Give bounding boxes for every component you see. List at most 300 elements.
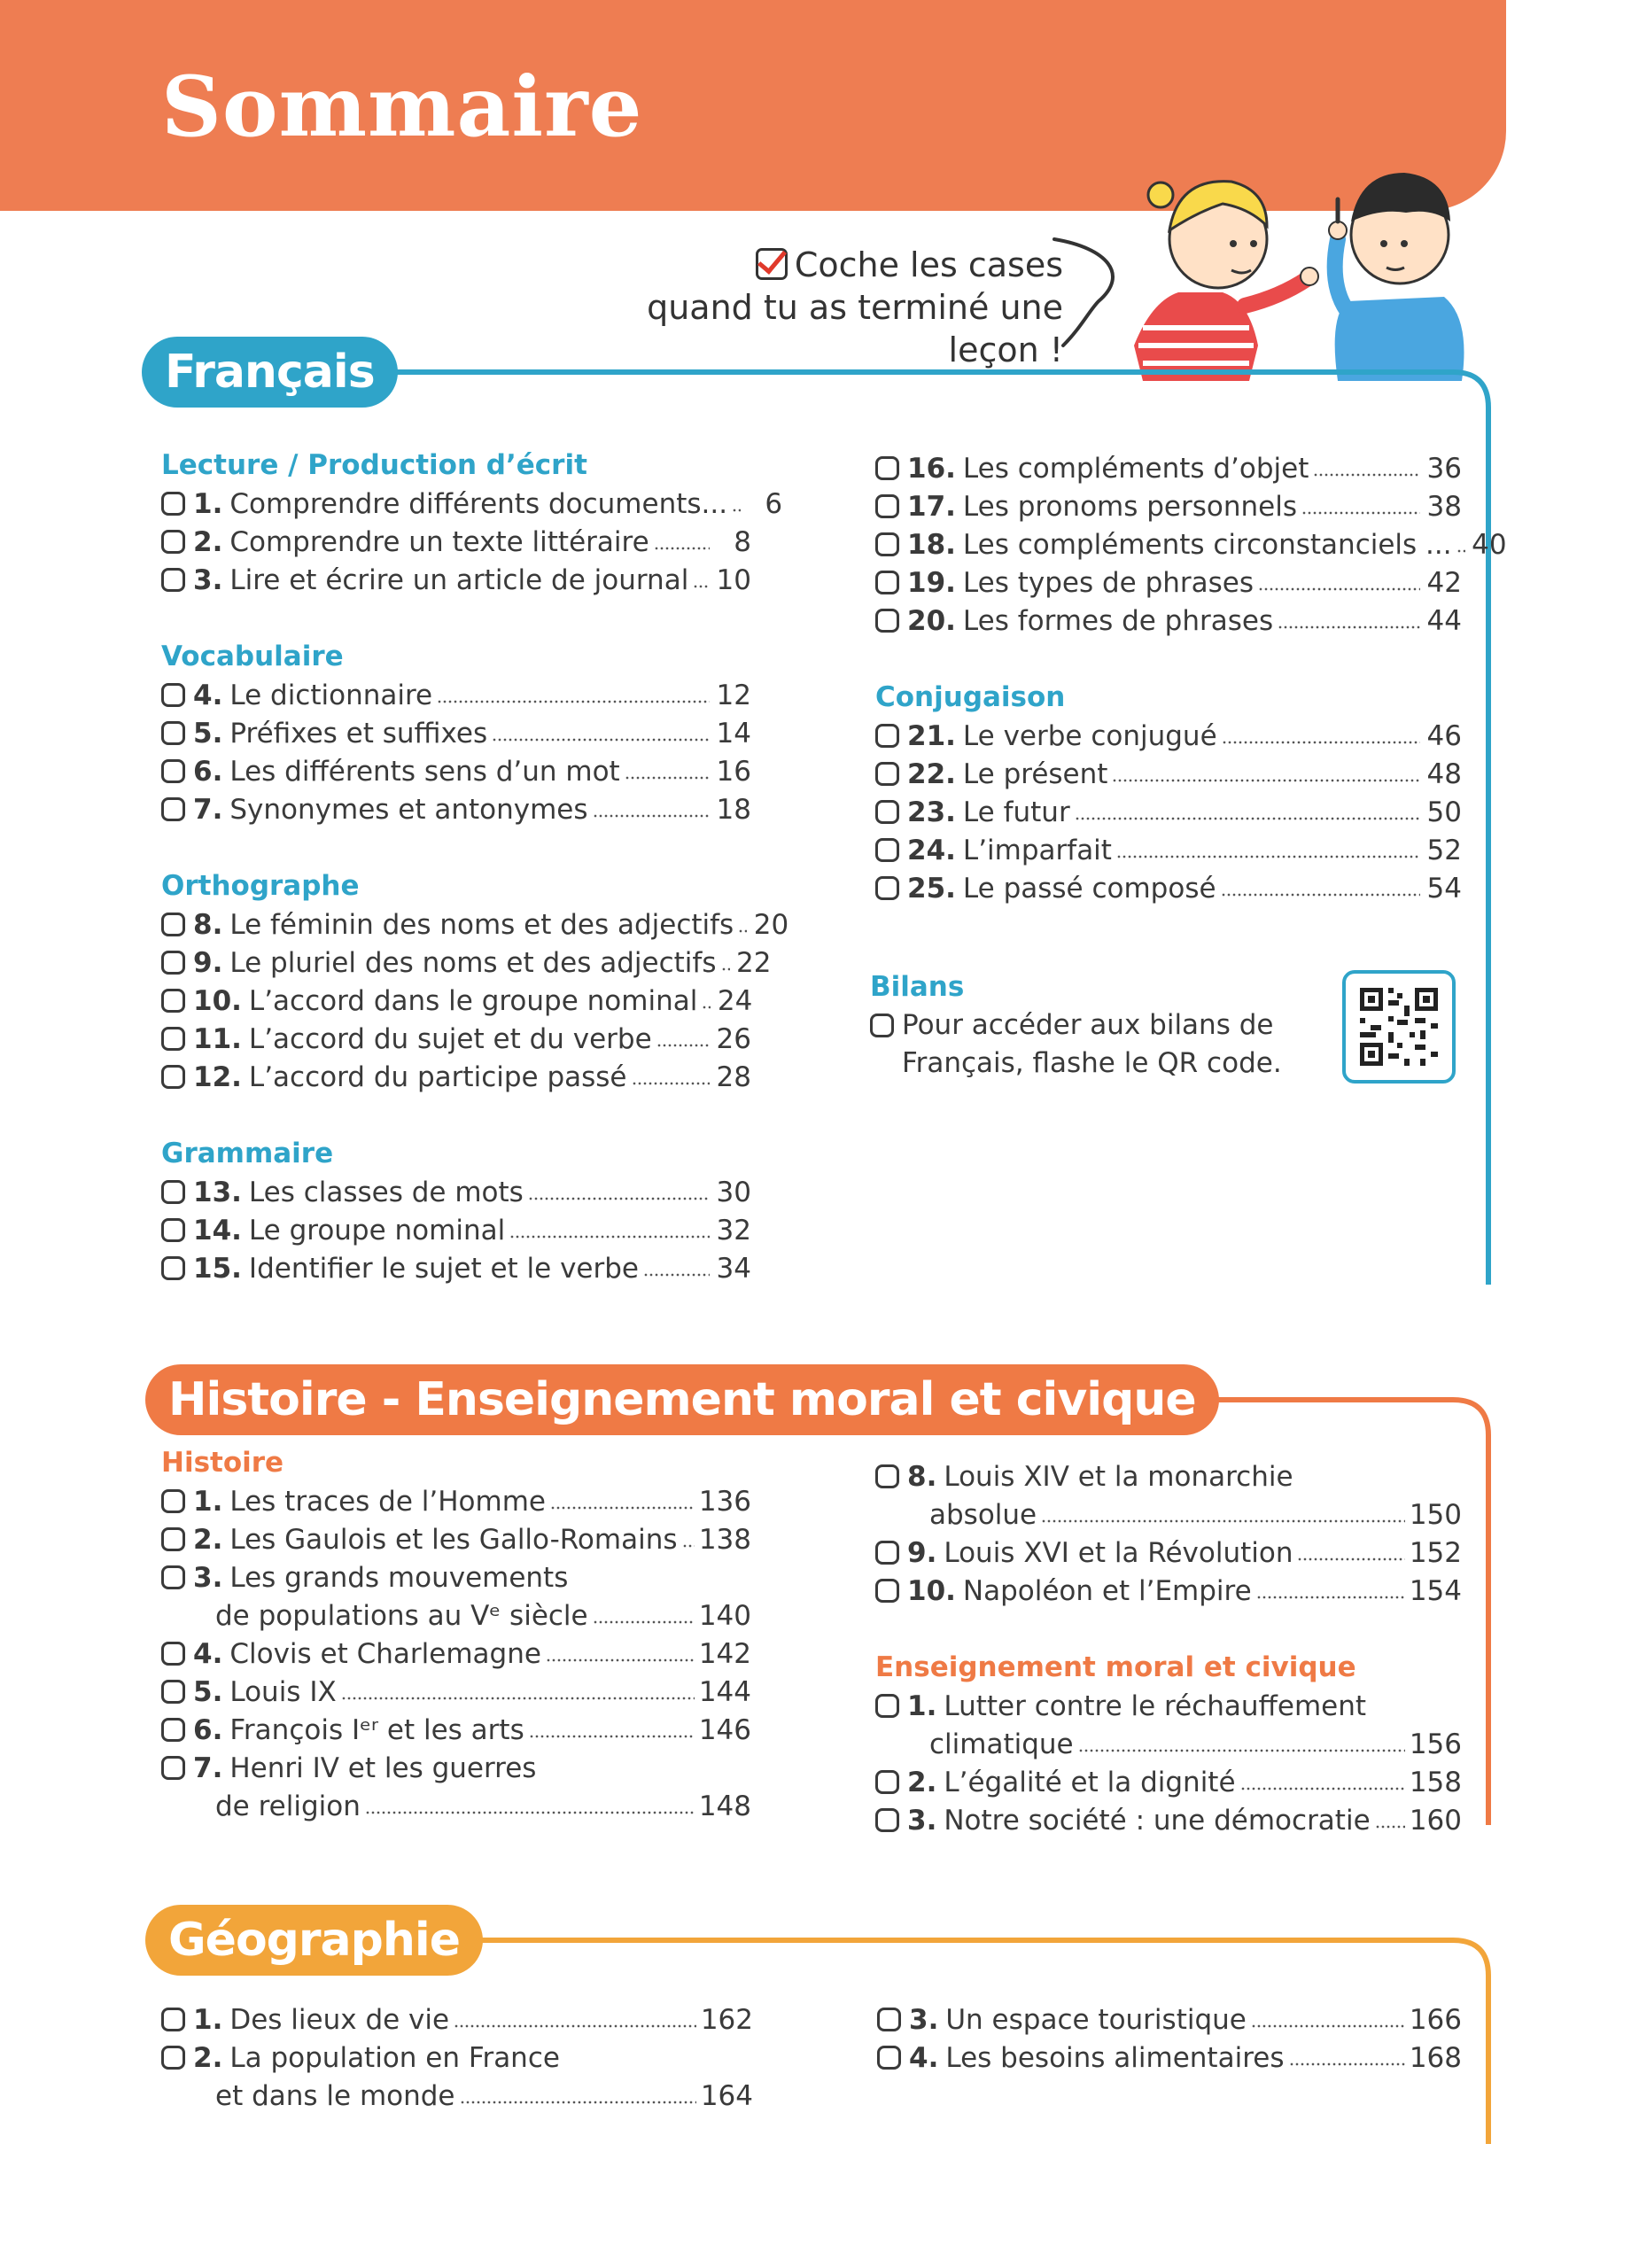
list-item-continued bbox=[875, 1725, 1462, 1763]
page-number: 154 bbox=[1409, 1574, 1462, 1607]
lesson-number: 4. bbox=[193, 1637, 223, 1670]
lesson-title: Le passé composé bbox=[962, 872, 1216, 905]
histoire-left-column bbox=[161, 1444, 751, 1825]
hint-line-2: quand tu as terminé une leçon ! bbox=[647, 288, 1063, 369]
dot-leader bbox=[1222, 740, 1420, 745]
page-number: 162 bbox=[700, 2003, 753, 2036]
category-grammaire: Grammaire bbox=[161, 1138, 334, 1169]
lesson-number: 2. bbox=[193, 2041, 223, 2074]
list-item-continued bbox=[161, 2077, 753, 2115]
category-histoire: Histoire bbox=[161, 1447, 284, 1479]
dot-leader bbox=[643, 1272, 710, 1278]
dot-leader bbox=[656, 1043, 710, 1048]
dot-leader bbox=[1301, 510, 1420, 516]
dot-leader bbox=[1116, 854, 1420, 859]
category-vocabulaire: Vocabulaire bbox=[161, 641, 344, 672]
list-item bbox=[161, 1211, 751, 1249]
dot-leader bbox=[1375, 1824, 1405, 1829]
bilans-block bbox=[870, 968, 1331, 1083]
list-item bbox=[161, 1711, 751, 1749]
checkbox-icon[interactable] bbox=[875, 1464, 899, 1488]
dot-leader bbox=[1251, 2023, 1405, 2029]
orthographe-list bbox=[161, 905, 789, 1096]
dot-leader bbox=[1258, 586, 1420, 592]
histoire-right-column bbox=[875, 1457, 1462, 1839]
checkbox-icon[interactable] bbox=[161, 1642, 185, 1666]
list-item bbox=[161, 790, 751, 828]
list-item-continued bbox=[161, 1596, 751, 1635]
lesson-number: 5. bbox=[193, 717, 223, 750]
lesson-number: 1. bbox=[193, 487, 223, 520]
page-number: 34 bbox=[716, 1252, 751, 1285]
dot-leader bbox=[365, 1810, 695, 1815]
list-item bbox=[875, 602, 1462, 640]
lesson-title-continued: et dans le monde bbox=[215, 2079, 455, 2112]
dot-leader bbox=[732, 508, 741, 513]
checkbox-icon[interactable] bbox=[161, 1065, 185, 1089]
list-item bbox=[875, 1572, 1462, 1610]
lesson-title: L’accord du participe passé bbox=[248, 1060, 627, 1093]
checkbox-icon[interactable] bbox=[875, 571, 899, 594]
list-item bbox=[161, 1673, 751, 1711]
dot-leader bbox=[1112, 778, 1420, 783]
lesson-title: Les types de phrases bbox=[962, 566, 1254, 599]
lesson-number: 16. bbox=[907, 452, 956, 485]
lesson-number: 3. bbox=[907, 1804, 937, 1837]
checkbox-icon[interactable] bbox=[875, 724, 899, 748]
page-number: 40 bbox=[1472, 528, 1507, 561]
lesson-title: Comprendre différents documents... bbox=[229, 487, 728, 520]
lesson-number: 3. bbox=[193, 1561, 223, 1594]
list-item bbox=[161, 982, 751, 1020]
checkbox-icon[interactable] bbox=[161, 492, 185, 516]
checkbox-icon[interactable] bbox=[875, 494, 899, 518]
lesson-title: Les classes de mots bbox=[248, 1176, 524, 1208]
lesson-title-continued: de populations au Vᵉ siècle bbox=[215, 1599, 588, 1632]
tab-histoire-emc: Histoire - Enseignement moral et civique bbox=[145, 1364, 1219, 1435]
dot-leader bbox=[593, 1619, 695, 1625]
dot-leader bbox=[1456, 548, 1465, 554]
category-bilans: Bilans bbox=[870, 971, 965, 1003]
checkbox-icon[interactable] bbox=[877, 2008, 901, 2031]
list-item bbox=[161, 523, 751, 561]
page-number: 152 bbox=[1409, 1536, 1462, 1569]
tab-francais: Français bbox=[142, 337, 398, 408]
list-item bbox=[877, 2000, 1462, 2039]
boy-icon bbox=[1329, 173, 1464, 381]
lesson-title: Le féminin des noms et des adjectifs bbox=[229, 908, 734, 941]
lesson-title: Napoléon et l’Empire bbox=[962, 1574, 1252, 1607]
list-item bbox=[161, 2039, 753, 2077]
page-number: 8 bbox=[734, 525, 751, 558]
list-item bbox=[875, 869, 1462, 907]
list-item bbox=[875, 717, 1462, 755]
lesson-title: Le verbe conjugué bbox=[962, 719, 1217, 752]
page-number: 168 bbox=[1409, 2041, 1462, 2074]
bilans-row bbox=[870, 1006, 1331, 1045]
lesson-number: 15. bbox=[193, 1252, 242, 1285]
lesson-title: Synonymes et antonymes bbox=[229, 793, 588, 826]
lesson-title: Les compléments d’objet bbox=[962, 452, 1309, 485]
lesson-number: 2. bbox=[193, 1523, 223, 1556]
page-number: 136 bbox=[698, 1485, 751, 1518]
page-number: 20 bbox=[753, 908, 789, 941]
list-item bbox=[161, 1558, 751, 1596]
checkbox-icon[interactable] bbox=[161, 721, 185, 745]
lesson-title: Les grands mouvements bbox=[229, 1561, 569, 1594]
francais-left-column bbox=[161, 447, 789, 1287]
dot-leader bbox=[702, 1005, 711, 1010]
dot-leader bbox=[682, 1543, 695, 1549]
checkbox-icon[interactable] bbox=[875, 1694, 899, 1718]
lesson-number: 5. bbox=[193, 1675, 223, 1708]
geographie-list-b bbox=[877, 2000, 1462, 2077]
francais-right-column bbox=[875, 449, 1507, 907]
checkbox-icon[interactable] bbox=[875, 1770, 899, 1794]
dot-leader bbox=[1221, 892, 1420, 897]
page-number: 10 bbox=[716, 563, 751, 596]
page-number: 164 bbox=[700, 2079, 753, 2112]
list-item bbox=[875, 831, 1462, 869]
category-conjugaison: Conjugaison bbox=[875, 681, 1066, 713]
emc-list bbox=[875, 1687, 1462, 1839]
list-item bbox=[161, 944, 772, 982]
page-number: 144 bbox=[698, 1675, 751, 1708]
page-number: 52 bbox=[1426, 834, 1462, 866]
geographie-left-column bbox=[161, 2000, 753, 2115]
dot-leader bbox=[693, 584, 710, 589]
dot-leader bbox=[625, 775, 710, 781]
list-item bbox=[875, 1534, 1462, 1572]
lesson-number: 8. bbox=[907, 1460, 937, 1493]
checkbox-icon[interactable] bbox=[161, 1489, 185, 1513]
lesson-number: 1. bbox=[907, 1689, 937, 1722]
checkbox-icon[interactable] bbox=[161, 759, 185, 783]
dot-leader bbox=[593, 813, 710, 819]
page-number: 48 bbox=[1426, 757, 1462, 790]
grammaire-suite-list bbox=[875, 449, 1507, 640]
lesson-number: 20. bbox=[907, 604, 956, 637]
checkbox-icon[interactable] bbox=[161, 797, 185, 821]
lesson-title: Louis XIV et la monarchie bbox=[944, 1460, 1293, 1493]
dot-leader bbox=[1278, 625, 1420, 630]
dot-leader bbox=[529, 1734, 695, 1739]
list-item bbox=[875, 1687, 1462, 1725]
list-item bbox=[161, 676, 751, 714]
lesson-number: 22. bbox=[907, 757, 956, 790]
lesson-number: 4. bbox=[193, 679, 223, 711]
lesson-number: 10. bbox=[907, 1574, 956, 1607]
dot-leader bbox=[460, 2100, 696, 2105]
qr-code-icon[interactable] bbox=[1342, 970, 1456, 1084]
dot-leader bbox=[492, 737, 710, 742]
lesson-number: 12. bbox=[193, 1060, 242, 1093]
list-item bbox=[161, 1020, 751, 1058]
page-number: 46 bbox=[1426, 719, 1462, 752]
lesson-title: Préfixes et suffixes bbox=[229, 717, 488, 750]
dot-leader bbox=[550, 1505, 695, 1511]
lesson-title: La population en France bbox=[229, 2041, 560, 2074]
checkbox-icon[interactable] bbox=[875, 1808, 899, 1832]
lesson-number: 21. bbox=[907, 719, 956, 752]
lesson-number: 9. bbox=[193, 946, 223, 979]
histoire-list-a bbox=[161, 1482, 751, 1825]
checkbox-icon[interactable] bbox=[875, 532, 899, 556]
dot-leader bbox=[437, 699, 710, 704]
lecture-list bbox=[161, 485, 783, 599]
checkbox-icon[interactable] bbox=[161, 1680, 185, 1704]
dot-leader bbox=[1313, 472, 1420, 478]
dot-leader bbox=[1075, 816, 1420, 821]
checkbox-icon[interactable] bbox=[875, 762, 899, 786]
page-number: 30 bbox=[716, 1176, 751, 1208]
list-item bbox=[875, 487, 1462, 525]
page-number: 24 bbox=[717, 984, 753, 1017]
checkbox-icon[interactable] bbox=[875, 838, 899, 862]
page-number: 166 bbox=[1409, 2003, 1462, 2036]
list-item bbox=[161, 561, 751, 599]
checkbox-icon[interactable] bbox=[875, 876, 899, 900]
lesson-title: Clovis et Charlemagne bbox=[229, 1637, 541, 1670]
page-number: 42 bbox=[1426, 566, 1462, 599]
lesson-number: 6. bbox=[193, 755, 223, 788]
lesson-number: 10. bbox=[193, 984, 242, 1017]
category-emc: Enseignement moral et civique bbox=[875, 1651, 1356, 1683]
lesson-title: L’accord du sujet et du verbe bbox=[248, 1022, 652, 1055]
lesson-number: 1. bbox=[193, 1485, 223, 1518]
list-item bbox=[875, 563, 1462, 602]
qr-code-graphic bbox=[1346, 974, 1452, 1080]
checkbox-checked-icon bbox=[756, 248, 788, 280]
list-item bbox=[161, 2000, 753, 2039]
checkbox-icon[interactable] bbox=[161, 1256, 185, 1280]
lesson-number: 18. bbox=[907, 528, 956, 561]
page-number: 142 bbox=[698, 1637, 751, 1670]
checkbox-icon[interactable] bbox=[875, 456, 899, 480]
page-number: 150 bbox=[1409, 1498, 1462, 1531]
category-lecture: Lecture / Production d’écrit bbox=[161, 449, 587, 481]
list-item bbox=[161, 905, 789, 944]
page-number: 26 bbox=[716, 1022, 751, 1055]
lesson-title: Lutter contre le réchauffement bbox=[944, 1689, 1367, 1722]
lesson-number: 7. bbox=[193, 1751, 223, 1784]
page-number: 140 bbox=[698, 1599, 751, 1632]
list-item bbox=[161, 1173, 751, 1211]
lesson-title: Les compléments circonstanciels ... bbox=[962, 528, 1452, 561]
page-number: 18 bbox=[716, 793, 751, 826]
lesson-number: 24. bbox=[907, 834, 956, 866]
dot-leader bbox=[341, 1696, 695, 1701]
page-number: 54 bbox=[1426, 872, 1462, 905]
list-item bbox=[161, 1749, 751, 1787]
list-item-continued bbox=[875, 1495, 1462, 1534]
page-number: 156 bbox=[1409, 1728, 1462, 1760]
page-number: 38 bbox=[1426, 490, 1462, 523]
page-number: 32 bbox=[716, 1214, 751, 1247]
checkbox-icon[interactable] bbox=[161, 1527, 185, 1551]
checkbox-icon[interactable] bbox=[161, 951, 185, 975]
checkbox-icon[interactable] bbox=[875, 1541, 899, 1565]
dot-leader bbox=[1078, 1748, 1405, 1753]
lesson-title: Louis XVI et la Révolution bbox=[944, 1536, 1293, 1569]
lesson-title: Louis IX bbox=[229, 1675, 337, 1708]
list-item bbox=[875, 449, 1462, 487]
lesson-number: 3. bbox=[193, 563, 223, 596]
dot-leader bbox=[1240, 1786, 1405, 1791]
tab-geographie: Géographie bbox=[145, 1905, 483, 1976]
list-item bbox=[161, 1482, 751, 1520]
lesson-title: Le groupe nominal bbox=[248, 1214, 506, 1247]
dot-leader bbox=[1041, 1518, 1405, 1524]
page-number: 160 bbox=[1409, 1804, 1462, 1837]
dot-leader bbox=[738, 928, 747, 934]
page-number: 44 bbox=[1426, 604, 1462, 637]
lesson-number: 9. bbox=[907, 1536, 937, 1569]
lesson-title: Les besoins alimentaires bbox=[945, 2041, 1285, 2074]
checkbox-icon[interactable] bbox=[875, 800, 899, 824]
lesson-number: 13. bbox=[193, 1176, 242, 1208]
lesson-title: Les traces de l’Homme bbox=[229, 1485, 546, 1518]
lesson-title: Identifier le sujet et le verbe bbox=[248, 1252, 639, 1285]
bilans-line-1: Pour accéder aux bilans de bbox=[902, 1009, 1274, 1041]
lesson-title: Le présent bbox=[962, 757, 1108, 790]
page-number: 36 bbox=[1426, 452, 1462, 485]
lesson-title-continued: de religion bbox=[215, 1790, 361, 1822]
dot-leader bbox=[632, 1081, 710, 1086]
hint-line-1: Coche les cases bbox=[794, 245, 1063, 284]
checkbox-icon[interactable] bbox=[877, 2046, 901, 2070]
histoire-list-b bbox=[875, 1457, 1462, 1610]
checkbox-icon[interactable] bbox=[161, 989, 185, 1013]
lesson-number: 23. bbox=[907, 796, 956, 828]
page-number: 148 bbox=[698, 1790, 751, 1822]
list-item bbox=[161, 1520, 751, 1558]
checkbox-icon[interactable] bbox=[161, 1180, 185, 1204]
geographie-list-a bbox=[161, 2000, 753, 2115]
page-title: Sommaire bbox=[161, 58, 643, 156]
lesson-title: Les pronoms personnels bbox=[962, 490, 1297, 523]
lesson-title: Les formes de phrases bbox=[962, 604, 1274, 637]
list-item bbox=[875, 1763, 1462, 1801]
page-number: 6 bbox=[765, 487, 783, 520]
list-item bbox=[875, 1801, 1462, 1839]
list-item bbox=[161, 1635, 751, 1673]
lesson-title: Notre société : une démocratie bbox=[944, 1804, 1371, 1837]
page-number: 50 bbox=[1426, 796, 1462, 828]
lesson-number: 8. bbox=[193, 908, 223, 941]
list-item bbox=[877, 2039, 1462, 2077]
list-item bbox=[161, 485, 783, 523]
lesson-title: Un espace touristique bbox=[945, 2003, 1247, 2036]
dot-leader bbox=[509, 1234, 710, 1239]
checkbox-icon[interactable] bbox=[875, 609, 899, 633]
checkbox-icon[interactable] bbox=[870, 1014, 894, 1037]
children-illustration bbox=[1045, 159, 1471, 381]
checkbox-icon[interactable] bbox=[161, 568, 185, 592]
bilans-line-2: Français, flashe le QR code. bbox=[902, 1047, 1282, 1079]
dot-leader bbox=[1297, 1557, 1404, 1562]
page-number: 14 bbox=[716, 717, 751, 750]
bilans-row-cont bbox=[870, 1045, 1331, 1083]
checkbox-icon[interactable] bbox=[875, 1579, 899, 1603]
vocabulaire-list bbox=[161, 676, 751, 828]
lesson-number: 25. bbox=[907, 872, 956, 905]
lesson-title: Le dictionnaire bbox=[229, 679, 433, 711]
lesson-title: Les Gaulois et les Gallo-Romains bbox=[229, 1523, 678, 1556]
page-number: 22 bbox=[736, 946, 772, 979]
checkbox-icon[interactable] bbox=[161, 2046, 185, 2070]
page-number: 28 bbox=[716, 1060, 751, 1093]
lesson-number: 17. bbox=[907, 490, 956, 523]
lesson-number: 19. bbox=[907, 566, 956, 599]
page-number: 16 bbox=[716, 755, 751, 788]
checkbox-icon[interactable] bbox=[161, 1565, 185, 1589]
list-item bbox=[161, 752, 751, 790]
dot-leader bbox=[1289, 2062, 1405, 2067]
lesson-title: Lire et écrire un article de journal bbox=[229, 563, 689, 596]
dot-leader bbox=[1256, 1595, 1405, 1600]
lesson-title: Le pluriel des noms et des adjectifs bbox=[229, 946, 717, 979]
lesson-title: François Iᵉʳ et les arts bbox=[229, 1713, 524, 1746]
lesson-number: 14. bbox=[193, 1214, 242, 1247]
checkbox-icon[interactable] bbox=[161, 1027, 185, 1051]
checkbox-icon[interactable] bbox=[161, 683, 185, 707]
lesson-number: 2. bbox=[907, 1766, 937, 1798]
dot-leader bbox=[721, 967, 730, 972]
lesson-title-continued: climatique bbox=[929, 1728, 1074, 1760]
list-item bbox=[875, 793, 1462, 831]
list-item bbox=[875, 1457, 1462, 1495]
lesson-title: Henri IV et les guerres bbox=[229, 1751, 537, 1784]
lesson-number: 1. bbox=[193, 2003, 223, 2036]
list-item-continued bbox=[161, 1787, 751, 1825]
dot-leader bbox=[528, 1196, 710, 1201]
dot-leader bbox=[546, 1658, 695, 1663]
checkbox-icon[interactable] bbox=[161, 1218, 185, 1242]
lesson-number: 2. bbox=[193, 525, 223, 558]
lesson-title: L’égalité et la dignité bbox=[944, 1766, 1236, 1798]
list-item bbox=[875, 755, 1462, 793]
lesson-title: Comprendre un texte littéraire bbox=[229, 525, 649, 558]
lesson-title: Les différents sens d’un mot bbox=[229, 755, 620, 788]
dot-leader bbox=[654, 546, 710, 551]
geographie-right-column bbox=[877, 2000, 1462, 2077]
page-number: 138 bbox=[698, 1523, 751, 1556]
dot-leader bbox=[454, 2023, 696, 2029]
page-number: 158 bbox=[1409, 1766, 1462, 1798]
category-orthographe: Orthographe bbox=[161, 870, 360, 902]
checkbox-icon[interactable] bbox=[161, 1756, 185, 1780]
lesson-title-continued: absolue bbox=[929, 1498, 1037, 1531]
lesson-title: L’accord dans le groupe nominal bbox=[248, 984, 698, 1017]
list-item bbox=[875, 525, 1507, 563]
page-number: 12 bbox=[716, 679, 751, 711]
hint-bubble bbox=[567, 244, 1063, 371]
girl-icon bbox=[1134, 182, 1318, 381]
checkbox-icon[interactable] bbox=[161, 530, 185, 554]
page-number: 146 bbox=[698, 1713, 751, 1746]
lesson-number: 6. bbox=[193, 1713, 223, 1746]
grammaire-list bbox=[161, 1173, 751, 1287]
lesson-number: 3. bbox=[909, 2003, 939, 2036]
checkbox-icon[interactable] bbox=[161, 913, 185, 936]
checkbox-icon[interactable] bbox=[161, 1718, 185, 1742]
checkbox-icon[interactable] bbox=[161, 2008, 185, 2031]
list-item bbox=[161, 1058, 751, 1096]
lesson-number: 4. bbox=[909, 2041, 939, 2074]
list-item bbox=[161, 714, 751, 752]
lesson-number: 11. bbox=[193, 1022, 242, 1055]
